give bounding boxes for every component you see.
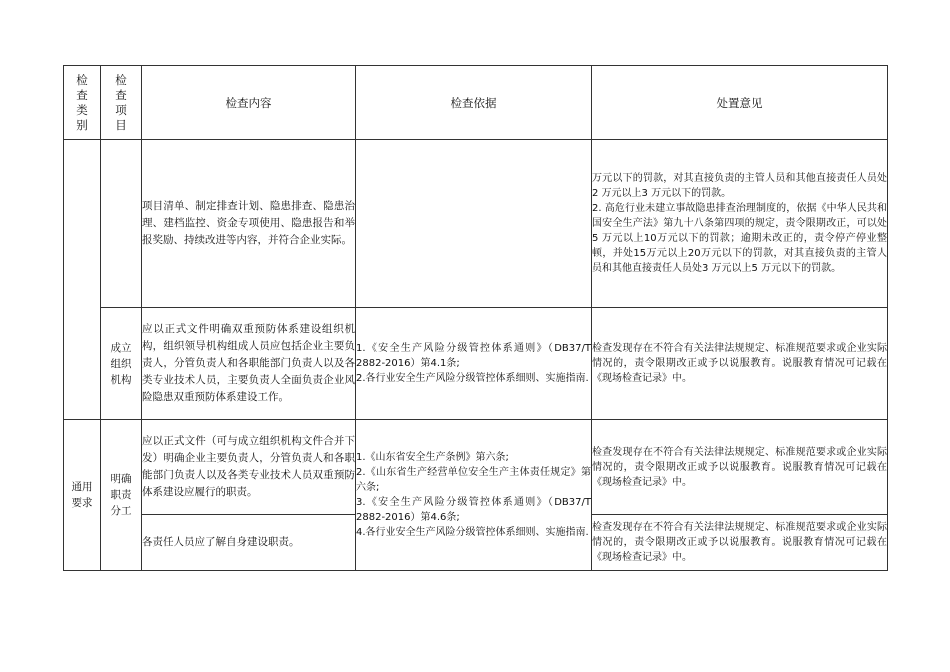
header-item-char: 检	[115, 72, 127, 87]
item-cell-empty	[101, 140, 142, 308]
header-item-char: 查	[115, 87, 127, 102]
content-cell: 项目清单、制定排查计划、隐患排查、隐患治理、建档监控、资金专项使用、隐患报告和举报奖励、持续改进等内容，并符合企业实际。	[142, 140, 356, 308]
header-category-char: 查	[76, 87, 88, 102]
header-basis: 检查依据	[356, 66, 592, 140]
opinion-paragraph: 2. 高危行业未建立事故隐患排查治理制度的，依据《中华人民共和国安全生产法》第九十八条第四项的规定，责令限期改正，可以处5 万元以上10万元以下的罚款；逾期未改正的，责令停产停业整顿，并处15万元以上20万元以下的罚款，对其直接负责的主管人员和其他直接责任人员处3 万元以上5 万元以下的罚款。	[592, 203, 887, 274]
table-row	[64, 140, 888, 308]
header-item	[101, 66, 142, 140]
basis-line: 3.《安全生产风险分级管控体系通则》（DB37/T 2882-2016）第4.6条;	[356, 497, 591, 523]
inspection-table	[63, 65, 888, 571]
basis-cell	[356, 420, 592, 571]
opinion-cell: 检查发现存在不符合有关法律法规规定、标准规范要求或企业实际情况的，责令限期改正或予以说服教育。说服教育情况可记载在《现场检查记录》中。	[592, 420, 888, 515]
header-opinion: 处置意见	[592, 66, 888, 140]
header-content: 检查内容	[142, 66, 356, 140]
opinion-cell	[592, 140, 888, 308]
header-category-char: 别	[76, 117, 88, 132]
table-row	[64, 420, 888, 515]
content-cell: 应以正式文件明确双重预防体系建设组织机构，组织领导机构组成人员应包括企业主要负责人，分管负责人和各职能部门负责人以及各类专业技术人员，主要负责人全面负责企业风险隐患双重预防体系建设工作。	[142, 308, 356, 420]
header-item-char: 项	[115, 102, 127, 117]
basis-cell	[356, 308, 592, 420]
basis-line: 1.《安全生产风险分级管控体系通则》（DB37/T 2882-2016）第4.1条;	[356, 343, 591, 369]
opinion-cell: 检查发现存在不符合有关法律法规规定、标准规范要求或企业实际情况的，责令限期改正或予以说服教育。说服教育情况可记载在《现场检查记录》中。	[592, 308, 888, 420]
category-cell-empty	[64, 140, 101, 420]
basis-line: 4.各行业安全生产风险分级管控体系细则、实施指南.	[356, 527, 589, 538]
header-category-char: 类	[76, 102, 88, 117]
header-category-char: 检	[76, 72, 88, 87]
header-row	[64, 66, 888, 140]
opinion-paragraph: 万元以下的罚款，对其直接负责的主管人员和其他直接责任人员处2 万元以上3 万元以下的罚款。	[592, 173, 887, 199]
item-cell: 成立组织机构	[101, 308, 142, 420]
table-row	[64, 308, 888, 420]
basis-line: 1.《山东省安全生产条例》第六条;	[356, 452, 509, 463]
basis-line: 2.各行业安全生产风险分级管控体系细则、实施指南.	[356, 373, 589, 384]
header-item-char: 目	[115, 117, 127, 132]
basis-cell-empty	[356, 140, 592, 308]
content-cell: 各责任人员应了解自身建设职责。	[142, 515, 356, 571]
content-cell: 应以正式文件（可与成立组织机构文件合并下发）明确企业主要负责人，分管负责人和各职能部门负责人以及各类专业技术人员双重预防体系建设应履行的职责。	[142, 420, 356, 515]
opinion-cell: 检查发现存在不符合有关法律法规规定、标准规范要求或企业实际情况的，责令限期改正或予以说服教育。说服教育情况可记载在《现场检查记录》中。	[592, 515, 888, 571]
category-cell: 通用要求	[64, 420, 101, 571]
basis-line: 2.《山东省生产经营单位安全生产主体责任规定》第六条;	[356, 467, 591, 493]
header-category	[64, 66, 101, 140]
item-cell: 明确职责分工	[101, 420, 142, 571]
